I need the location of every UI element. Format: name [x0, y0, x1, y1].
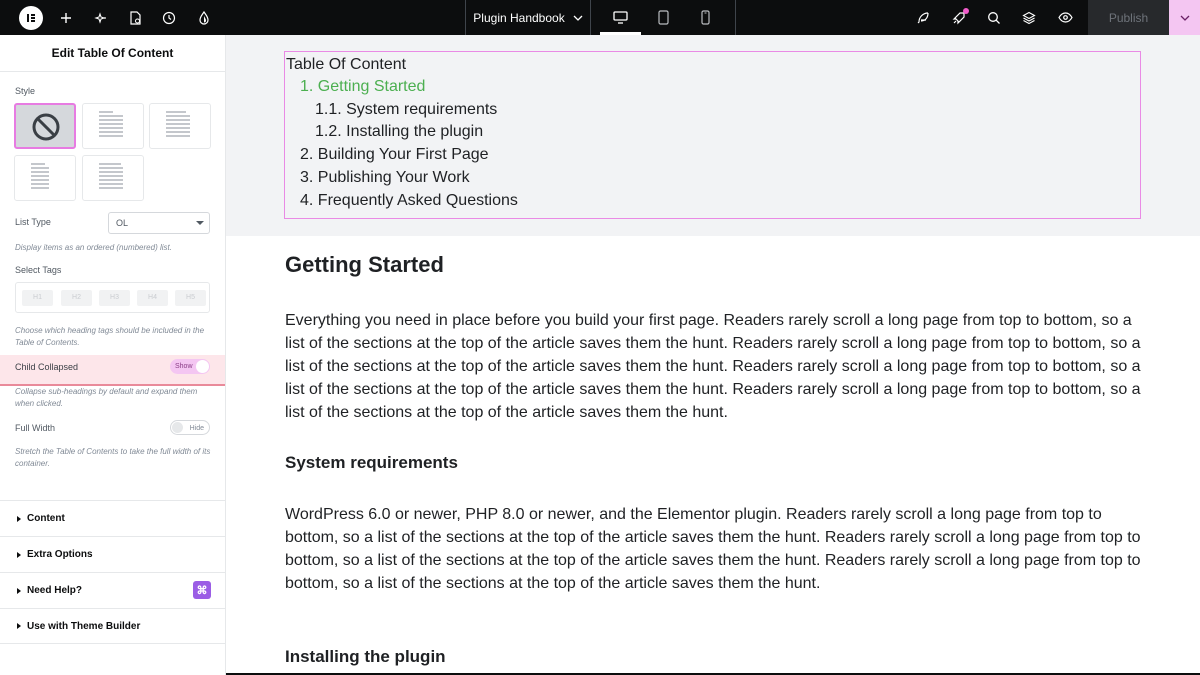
no-style-icon [31, 112, 61, 142]
full-width-label: Full Width [15, 423, 56, 433]
tag-chip[interactable]: H5 [175, 290, 206, 306]
toggle-knob [172, 422, 183, 433]
toc-section [226, 35, 1200, 236]
full-width-hint: Stretch the Table of Contents to take the full width of its container. [15, 447, 211, 468]
child-collapsed-row [0, 355, 225, 386]
publish-button[interactable]: Publish [1088, 0, 1169, 35]
toc-item[interactable]: 1.2. Installing the plugin [315, 123, 484, 140]
select-tags-field[interactable] [15, 282, 210, 313]
caret-right-icon [17, 552, 21, 558]
list-type-label: List Type [15, 217, 51, 227]
full-width-toggle[interactable] [170, 420, 210, 435]
section-label: Need Help? [27, 585, 83, 596]
child-collapsed-label: Child Collapsed [15, 362, 79, 372]
toc-item[interactable]: 3. Publishing Your Work [300, 169, 470, 186]
child-collapsed-hint: Collapse sub-headings by default and expand them when clicked. [15, 387, 198, 408]
child-collapsed-toggle[interactable] [170, 359, 210, 374]
sparkle-icon[interactable] [90, 0, 110, 35]
section-content[interactable] [0, 500, 225, 536]
heading-system-requirements: System requirements [285, 453, 458, 472]
eye-icon[interactable] [1055, 0, 1075, 35]
toc-item[interactable]: 2. Building Your First Page [300, 146, 489, 163]
divider [735, 0, 736, 35]
style-option-4[interactable] [82, 155, 144, 201]
top-bar [0, 0, 1200, 35]
preview-canvas [226, 35, 1200, 675]
tag-chip[interactable]: H2 [61, 290, 92, 306]
tablet-icon[interactable] [643, 0, 683, 35]
chevron-down-icon [573, 15, 583, 21]
style-label: Style [15, 86, 36, 96]
mobile-icon[interactable] [685, 0, 725, 35]
caret-down-icon [196, 221, 204, 225]
list-type-select[interactable] [108, 212, 210, 234]
caret-right-icon [17, 516, 21, 522]
table-of-content-widget[interactable] [284, 51, 1141, 219]
rocket-icon[interactable] [949, 0, 969, 35]
list-type-value: OL [116, 218, 129, 228]
editor-panel [0, 35, 226, 675]
desktop-icon[interactable] [600, 0, 641, 35]
style-option-3[interactable] [14, 155, 76, 201]
notification-dot [963, 8, 969, 14]
tag-chip[interactable]: H4 [137, 290, 168, 306]
page-settings-icon[interactable] [125, 0, 145, 35]
theme-style-icon[interactable] [194, 0, 214, 35]
toc-title: Table Of Content [286, 56, 407, 73]
publish-options-button[interactable] [1169, 0, 1200, 35]
section-theme-builder[interactable] [0, 608, 225, 644]
tag-chip[interactable]: H1 [22, 290, 53, 306]
heading-installing-plugin: Installing the plugin [285, 647, 446, 666]
search-icon[interactable] [984, 0, 1004, 35]
style-option-1[interactable] [82, 103, 144, 149]
section-need-help[interactable] [0, 572, 225, 608]
list-type-hint: Display items as an ordered (numbered) list. [15, 243, 172, 252]
feather-icon[interactable] [913, 0, 933, 35]
document-title: Plugin Handbook [473, 10, 565, 25]
chevron-down-icon [1180, 15, 1190, 21]
tag-chip[interactable]: H3 [99, 290, 130, 306]
section-label: Extra Options [27, 549, 93, 560]
paragraph-getting-started: Everything you need in place before you build your first page. Readers rarely scroll a long page from top to bottom, so a list of the sections at the top of the article saves them the hunt. Readers rarely scroll a long page from top to bottom, so a list of the sections at the top of the article saves them the hunt. Readers rarely scroll a long page from top to bottom, so a list of the sections at the top of the article saves them the hunt. Readers rarely scroll a long page from top to bottom, so a list of the sections at the top of the article saves them the hunt. [285, 312, 1141, 421]
toggle-knob [196, 360, 209, 373]
heading-getting-started: Getting Started [285, 252, 444, 277]
history-icon[interactable] [159, 0, 179, 35]
paragraph-system-requirements: WordPress 6.0 or newer, PHP 8.0 or newer, and the Elementor plugin. Readers rarely scroll a long page from top to bottom, so a list of the sections at the top of the article saves them the hunt. Readers rarely scroll a long page from top to bottom, so a list of the sections at the top of the article saves them the hunt. Readers rarely scroll a long page from top to bottom, so a list of the sections at the top of the article saves them the hunt. [285, 506, 1141, 592]
toc-item[interactable]: 1. Getting Started [300, 78, 426, 95]
select-tags-hint: Choose which heading tags should be included in the Table of Contents. [15, 326, 205, 347]
caret-right-icon [17, 588, 21, 594]
toggle-label: Hide [189, 425, 204, 432]
plus-icon[interactable] [56, 0, 76, 35]
select-tags-label: Select Tags [15, 265, 62, 275]
section-extra-options[interactable] [0, 536, 225, 572]
toggle-label: Show [175, 363, 193, 370]
toc-item[interactable]: 1.1. System requirements [315, 101, 498, 118]
document-title-dropdown[interactable] [466, 0, 590, 35]
layers-icon[interactable] [1019, 0, 1039, 35]
caret-right-icon [17, 623, 21, 629]
section-label: Use with Theme Builder [27, 620, 141, 632]
section-label: Content [27, 513, 65, 524]
elementor-logo-icon[interactable] [19, 6, 43, 30]
style-option-none[interactable] [14, 103, 76, 149]
divider [590, 0, 591, 35]
toc-item[interactable]: 4. Frequently Asked Questions [300, 192, 518, 209]
panel-title: Edit Table Of Content [0, 35, 225, 72]
style-option-2[interactable] [149, 103, 211, 149]
help-widget-icon[interactable]: ⌘ [193, 581, 211, 599]
